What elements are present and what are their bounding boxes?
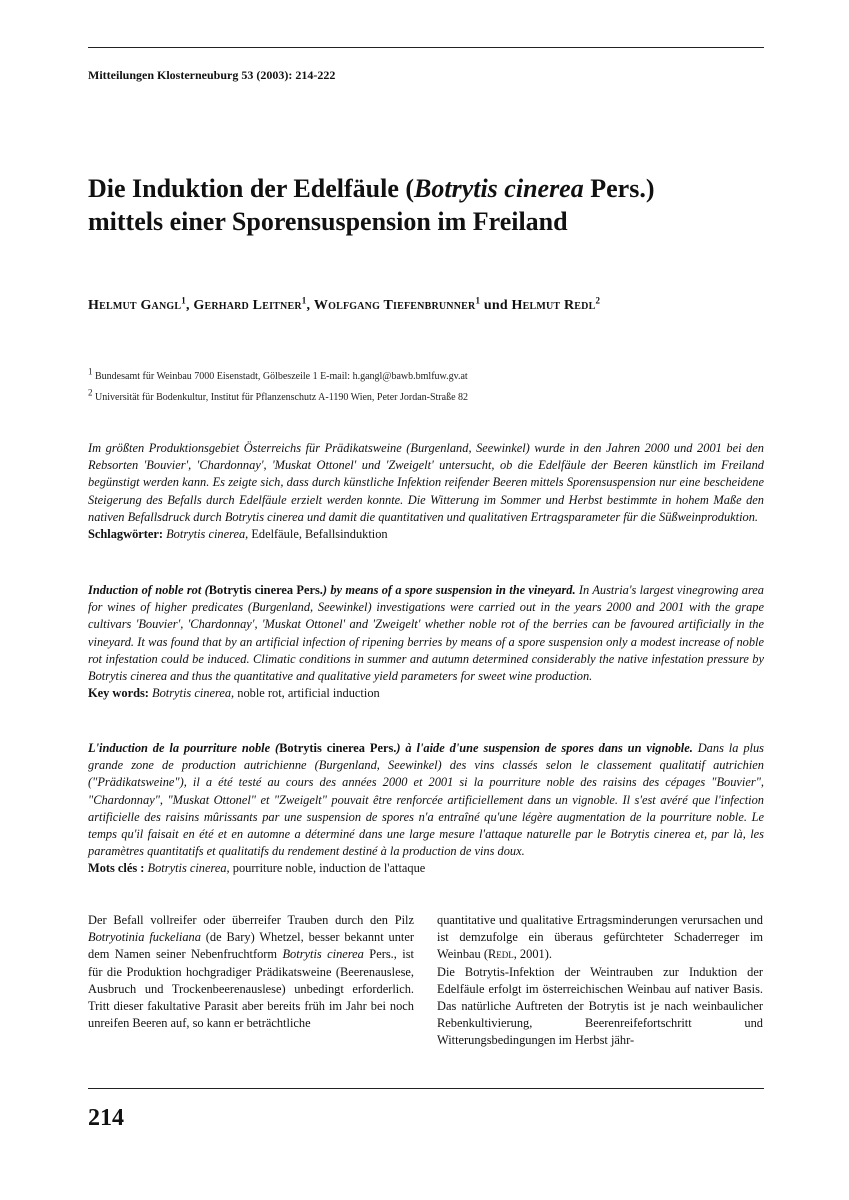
abstract-english <box>88 582 764 702</box>
abstract-english-title-end: ) by means of a spore suspension in the vineyard. <box>322 583 576 597</box>
body-column-left <box>88 912 414 1032</box>
header-rule <box>88 47 764 48</box>
author-affiliation-mark: 1 <box>301 295 307 306</box>
title-part-1: Die Induktion der Edelfäule ( <box>88 174 415 203</box>
abstract-english-body: In Austria's largest vinegrowing area for wines of higher predicates (Burgenland, Seewinkel) investigations were carried out in the years 2000 and 2001 with the grape cultivars 'Bouvier', 'Chardonnay', 'Muskat Ottonel' and 'Zweigelt' whether noble rot of the berries can be favoured artificially in the vineyard. It was found that by an artificial infection of ripening berries by means of a spore suspension only a modest increase of noble rot infestation could be induced. Climatic conditions in summer and autumn determined considerably the native infestation pressure by Botrytis cinerea and thus the quantitative and qualitative yield parameters for sweet wine production. <box>88 583 764 684</box>
journal-reference: Mitteilungen Klosterneuburg 53 (2003): 214-222 <box>88 68 336 82</box>
affiliation-1 <box>88 366 468 382</box>
keywords-species: Botrytis cinerea, <box>163 527 249 542</box>
body-text: quantitative und qualitative Ertragsminderungen verursachen und ist demzufolge ein überaus gefürchteter Schaderreger im Weinbau ( <box>437 913 763 962</box>
keywords-rest: pourriture noble, induction de l'attaque <box>229 861 426 876</box>
affiliation-number: 2 <box>88 387 93 398</box>
affiliation-number: 1 <box>88 366 93 377</box>
keywords-label: Mots clés : <box>88 861 145 876</box>
author-affiliation-mark: 2 <box>595 295 601 306</box>
author-connector: und <box>480 298 512 313</box>
keywords-label: Key words: <box>88 686 149 701</box>
body-species: Botryotinia fuckeliana <box>88 930 201 945</box>
page-number: 214 <box>88 1105 124 1131</box>
title-species: Botrytis cinerea <box>414 174 584 203</box>
keywords-french <box>88 860 764 877</box>
title-part-2: Pers.) <box>583 174 655 203</box>
affiliation-text: Bundesamt für Weinbau 7000 Eisenstadt, Gölbeszeile 1 E-mail: h.gangl@bawb.bmlfuw.gv.at <box>92 371 468 382</box>
title-line-2: mittels einer Sporensuspension im Freiland <box>88 207 568 236</box>
body-column-right <box>437 912 763 1050</box>
author-name: Gerhard Leitner <box>193 298 302 313</box>
abstract-french <box>88 740 764 878</box>
keywords-rest: noble rot, artificial induction <box>234 686 380 701</box>
affiliation-text: Universität für Bodenkultur, Institut für Pflanzenschutz A-1190 Wien, Peter Jordan-Straße 82 <box>92 392 469 403</box>
author-list: Helmut Gangl$^1$, Gerhard Leitner$^1$, Wolfgang Tiefenbrunner$^1$ und Helmut Redl$^2$ <box>88 295 601 313</box>
author-affiliation-mark: 1 <box>475 295 481 306</box>
author-name: Wolfgang Tiefenbrunner <box>313 298 476 313</box>
footer-rule <box>88 1088 764 1089</box>
body-species: Botrytis cinerea <box>282 947 364 962</box>
author-affiliation-mark: 1 <box>181 295 186 306</box>
abstract-english-title: Induction of noble rot ( <box>88 583 209 597</box>
author-name: Helmut Gangl <box>88 298 182 313</box>
body-paragraph: Die Botrytis-Infektion der Weintrauben zur Induktion der Edelfäule erfolgt im österreichischen Weinbau auf nativer Basis. Das natürliche Auftreten der Botrytis ist je nach weinbaulicher Rebenkultivierung, Beerenreifefortschritt und Witterungsbedingungen im Herbst jähr- <box>437 964 763 1048</box>
abstract-french-body: Dans la plus grande zone de production autrichienne (Burgenland, Seewinkel) des vins classés selon le classement qualitatif autrichien ("Prädikatsweine"), il a été testé au cours des années 2000 et 2001 si la pourriture noble des raisins des cépages "Bouvier", "Chardonnay", "Muskat Ottonel" et "Zweigelt" pouvait être renforcée artificiellement dans un vignoble. Il s'est avéré que l'infection artificielle des raisins mûrissants par une suspension de spores n'a entraîné qu'une légère augmentation de la pourriture noble. Le temps qu'il faisait en été et en automne a déterminé dans une large mesure l'attaque naturelle par le Botrytis cinerea et, par là, les paramètres quantitatifs et qualitatifs du rendement destiné à la production de vins doux. <box>88 741 764 859</box>
body-text: Der Befall vollreifer oder überreifer Trauben durch den Pilz <box>88 913 414 927</box>
body-text: (de Bary) Whetzel, besser bekannt unter dem Namen seiner Nebenfruchtform <box>88 930 414 962</box>
abstract-german <box>88 440 764 543</box>
body-text: , 2001). <box>513 947 552 962</box>
abstract-french-title-end: ) à l'aide d'une suspension de spores dans un vignoble. <box>396 741 693 755</box>
keywords-label: Schlagwörter: <box>88 527 164 542</box>
abstract-french-title: L'induction de la pourriture noble ( <box>88 741 280 755</box>
author-name: Helmut Redl <box>511 298 596 313</box>
keywords-german <box>88 526 764 543</box>
affiliation-2 <box>88 387 469 403</box>
keywords-species: Botrytis cinerea, <box>148 686 235 701</box>
abstract-french-title-species: Botrytis cinerea Pers. <box>279 741 397 755</box>
body-text: Pers., ist für die Produktion hochgradiger Prädikatsweine (Beerenauslese, Ausbruch und Trockenbeerenauslese) unbedingt erforderlich. Tritt dieser fakultative Parasit aber bereits früh im Jahr bei noch unreifen Beeren auf, so kann er beträchtliche <box>88 947 414 1031</box>
keywords-species: Botrytis cinerea, <box>144 861 230 876</box>
abstract-english-title-species: Botrytis cinerea Pers. <box>208 583 323 597</box>
abstract-german-body: Im größten Produktionsgebiet Österreichs für Prädikatsweine (Burgenland, Seewinkel) wurde in den Jahren 2000 und 2001 bei den Rebsorten 'Bouvier', 'Chardonnay', 'Muskat Ottonel' und 'Zweigelt' untersucht, ob die Edelfäule der Beeren künstlich im Freiland begünstigt werden kann. Es zeigte sich, dass durch künstliche Infektion reifender Beeren mittels Sporensuspension nur eine bescheidene Steigerung des Befalls durch Edelfäule erzielt werden konnte. Die Witterung im Sommer und Herbst bestimmte in hohem Maße den nativen Befallsdruck durch Botrytis cinerea und damit die quantitativen und qualitativen Ertragsparameter für die Süßweinproduktion. <box>88 441 764 524</box>
citation-author: Redl <box>487 947 514 962</box>
article-title <box>88 172 764 238</box>
keywords-rest: Edelfäule, Befallsinduktion <box>248 527 388 542</box>
keywords-english <box>88 685 764 702</box>
